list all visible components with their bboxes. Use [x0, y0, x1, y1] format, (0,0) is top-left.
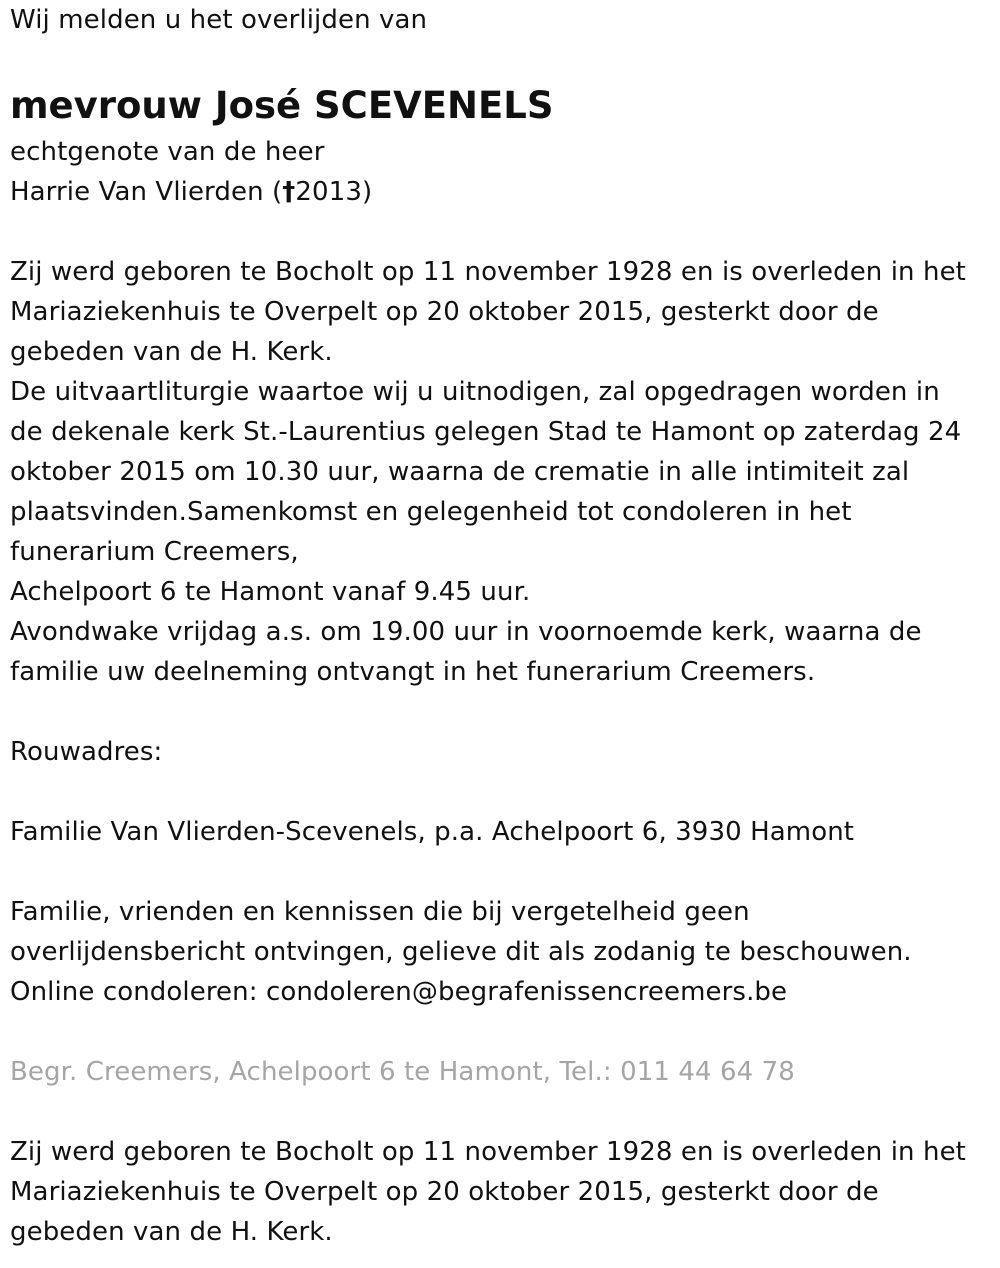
body-line: familie uw deelneming ontvangt in het funerarium Creemers.: [10, 657, 816, 687]
body-line: de dekenale kerk St.-Laurentius gelegen Stad te Hamont op zaterdag 24: [10, 417, 962, 447]
death-notice: [10, 0, 985, 1252]
body-line: funerarium Creemers,: [10, 537, 299, 567]
body-line: De uitvaartliturgie waartoe wij u uitnodigen, zal opgedragen worden in: [10, 377, 940, 407]
spouse-name: Harrie Van Vlierden (: [10, 177, 283, 207]
body-line: Zij werd geboren te Bocholt op 11 november 1928 en is overleden in het: [10, 257, 966, 287]
body-line: gebeden van de H. Kerk.: [10, 337, 333, 367]
body-line: Mariaziekenhuis te Overpelt op 20 oktober 2015, gesterkt door de: [10, 297, 879, 327]
closing-line: overlijdensbericht ontvingen, gelieve dit als zodanig te beschouwen.: [10, 937, 912, 967]
undertaker-info: Begr. Creemers, Achelpoort 6 te Hamont, Tel.: 011 44 64 78: [10, 1057, 795, 1087]
address-label: Rouwadres:: [10, 737, 163, 767]
repeat-line: Zij werd geboren te Bocholt op 11 november 1928 en is overleden in het: [10, 1137, 966, 1167]
cross-icon: †: [282, 177, 296, 207]
body-line: plaatsvinden.Samenkomst en gelegenheid tot condoleren in het: [10, 497, 852, 527]
spacer: [10, 772, 985, 812]
online-condolence-line: Online condoleren: condoleren@begrafenissencreemers.be: [10, 977, 788, 1007]
spouse-intro: echtgenote van de heer: [10, 137, 325, 167]
closing-line: Familie, vrienden en kennissen die bij vergetelheid geen: [10, 897, 750, 927]
mourning-address: Familie Van Vlierden-Scevenels, p.a. Achelpoort 6, 3930 Hamont: [10, 817, 855, 847]
repeat-line: gebeden van de H. Kerk.: [10, 1217, 333, 1247]
intro-text: Wij melden u het overlijden van: [10, 5, 428, 35]
spacer: [10, 212, 985, 252]
body-line: Avondwake vrijdag a.s. om 19.00 uur in voornoemde kerk, waarna de: [10, 617, 922, 647]
deceased-name: mevrouw José SCEVENELS: [10, 84, 554, 127]
repeat-line: Mariaziekenhuis te Overpelt op 20 oktober 2015, gesterkt door de: [10, 1177, 879, 1207]
spacer: [10, 692, 985, 732]
spacer: [10, 1012, 985, 1052]
spouse-line: [10, 172, 985, 212]
body-line: Achelpoort 6 te Hamont vanaf 9.45 uur.: [10, 577, 531, 607]
body-line: oktober 2015 om 10.30 uur, waarna de crematie in alle intimiteit zal: [10, 457, 910, 487]
spacer: [10, 1092, 985, 1132]
spouse-death-year: 2013): [295, 177, 373, 207]
spacer: [10, 852, 985, 892]
